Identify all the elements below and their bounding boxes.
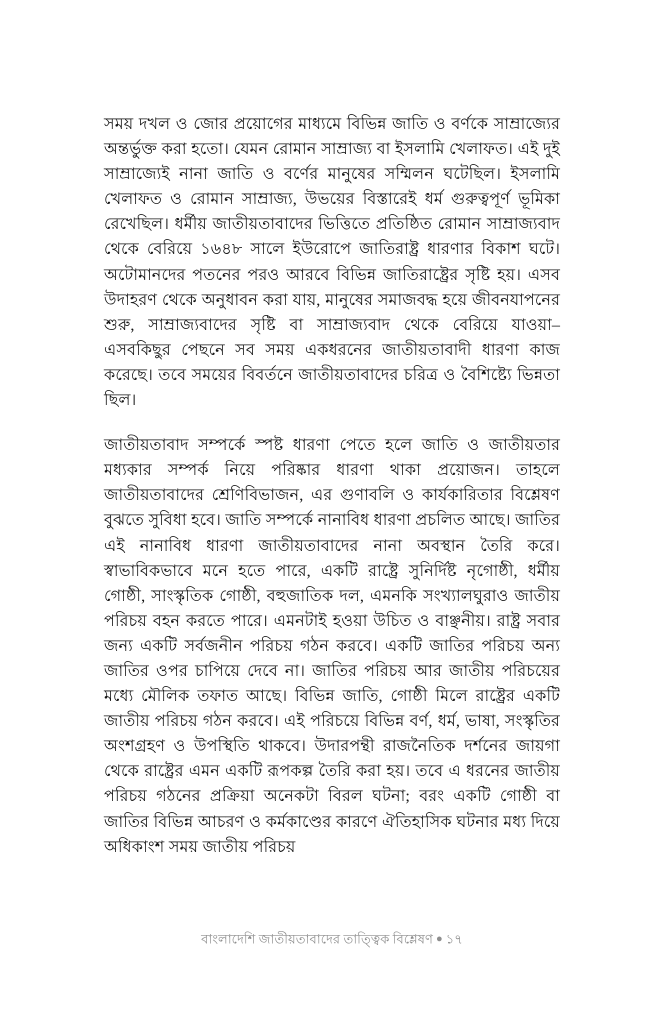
footer-running-title: বাংলাদেশি জাতীয়তাবাদের তাত্ত্বিক বিশ্লেষণ — [201, 931, 434, 947]
page-footer — [104, 930, 560, 949]
page-text-block — [104, 112, 560, 860]
paragraph-1: সময় দখল ও জোর প্রয়োগের মাধ্যমে বিভিন্ন জাতি ও বর্ণকে সাম্রাজ্যের অন্তর্ভুক্ত করা হতো। যেমন রোমান সাম্রাজ্য বা ইসলামি খেলাফত। এই দুই সাম্রাজ্যেই নানা জাতি ও বর্ণের মানুষের সম্মিলন ঘটেছিল। ইসলামি খেলাফত ও রোমান সাম্রাজ্য, উভয়ের বিস্তারেই ধর্ম গুরুত্বপূর্ণ ভূমিকা রেখেছিল। ধর্মীয় জাতীয়তাবাদের ভিত্তিতে প্রতিষ্ঠিত রোমান সাম্রাজ্যবাদ থেকে বেরিয়ে ১৬৪৮ সালে ইউরোপে জাতিরাষ্ট্র ধারণার বিকাশ ঘটে। অটোমানদের পতনের পরও আরবে বিভিন্ন জাতিরাষ্ট্রের সৃষ্টি হয়। এসব উদাহরণ থেকে অনুধাবন করা যায়, মানুষের সমাজবদ্ধ হয়ে জীবনযাপনের শুরু, সাম্রাজ্যবাদের সৃষ্টি বা সাম্রাজ্যবাদ থেকে বেরিয়ে যাওয়া– এসবকিছুর পেছনে সব সময় একধরনের জাতীয়তাবাদী ধারণা কাজ করেছে। তবে সময়ের বিবর্তনে জাতীয়তাবাদের চরিত্র ও বৈশিষ্ট্যে ভিন্নতা ছিল। — [104, 115, 560, 410]
footer-page-number: ১৭ — [445, 931, 463, 947]
paragraph-2: জাতীয়তাবাদ সম্পর্কে স্পষ্ট ধারণা পেতে হলে জাতি ও জাতীয়তার মধ্যকার সম্পর্ক নিয়ে পরিষ্কার ধারণা থাকা প্রয়োজন। তাহলে জাতীয়তাবাদের শ্রেণিবিভাজন, এর গুণাবলি ও কার্যকারিতার বিশ্লেষণ বুঝতে সুবিধা হবে। জাতি সম্পর্কে নানাবিধ ধারণা প্রচলিত আছে। জাতির এই নানাবিধ ধারণা জাতীয়তাবাদের নানা অবস্থান তৈরি করে। স্বাভাবিকভাবে মনে হতে পারে, একটি রাষ্ট্রে সুনির্দিষ্ট নৃগোষ্ঠী, ধর্মীয় গোষ্ঠী, সাংস্কৃতিক গোষ্ঠী, বহুজাতিক দল, এমনকি সংখ্যালঘুরাও জাতীয় পরিচয় বহন করতে পারে। এমনটাই হওয়া উচিত ও বাঞ্ছনীয়। রাষ্ট্র সবার জন্য একটি সর্বজনীন পরিচয় গঠন করবে। একটি জাতির পরিচয় অন্য জাতির ওপর চাপিয়ে দেবে না। জাতির পরিচয় আর জাতীয় পরিচয়ের মধ্যে মৌলিক তফাত আছে। বিভিন্ন জাতি, গোষ্ঠী মিলে রাষ্ট্রের একটি জাতীয় পরিচয় গঠন করবে। এই পরিচয়ে বিভিন্ন বর্ণ, ধর্ম, ভাষা, সংস্কৃতির অংশগ্রহণ ও উপস্থিতি থাকবে। উদারপন্থী রাজনৈতিক দর্শনের জায়গা থেকে রাষ্ট্রের এমন একটি রূপকল্প তৈরি করা হয়। তবে এ ধরনের জাতীয় পরিচয় গঠনের প্রক্রিয়া অনেকটা বিরল ঘটনা; বরং একটি গোষ্ঠী বা জাতির বিভিন্ন আচরণ ও কর্মকাণ্ডের কারণে ঐতিহাসিক ঘটনার মধ্য দিয়ে অধিকাংশ সময় জাতীয় পরিচয় — [104, 436, 560, 856]
footer-separator-bullet: ● — [436, 933, 443, 945]
